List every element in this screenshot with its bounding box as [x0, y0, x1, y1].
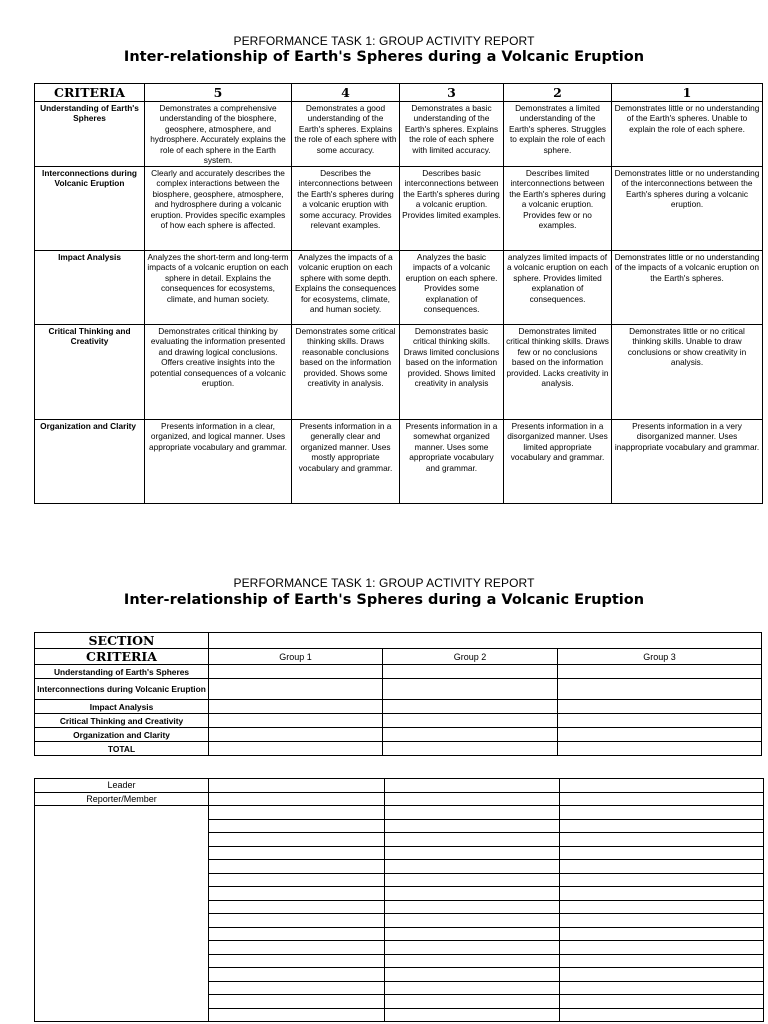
rubric-header-score: 4: [292, 84, 400, 102]
rubric-criteria: Understanding of Earth's Spheres: [35, 102, 145, 167]
member-cell[interactable]: [385, 846, 560, 860]
member-cell[interactable]: [560, 779, 764, 793]
member-cell[interactable]: [385, 806, 560, 820]
member-cell[interactable]: [560, 860, 764, 874]
score-cell[interactable]: [383, 700, 558, 714]
member-cell[interactable]: [560, 833, 764, 847]
member-cell[interactable]: [209, 860, 385, 874]
member-cell[interactable]: [385, 981, 560, 995]
rubric-cell: Presents information in a generally clear and organized manner. Uses mostly appropriate vocabulary and grammar.: [292, 420, 400, 504]
criteria-label: CRITERIA: [35, 649, 209, 665]
rubric-header-score: 1: [612, 84, 763, 102]
reporter-label: Reporter/Member: [35, 792, 209, 806]
member-cell[interactable]: [560, 981, 764, 995]
score-cell[interactable]: [209, 728, 383, 742]
score-cell[interactable]: [209, 742, 383, 756]
rubric-row: [35, 102, 763, 167]
rubric-cell: Presents information in a clear, organized, and logical manner. Uses appropriate vocabulary and grammar.: [145, 420, 292, 504]
member-cell[interactable]: [209, 833, 385, 847]
member-cell[interactable]: [209, 873, 385, 887]
score-row-label: Understanding of Earth's Spheres: [35, 665, 209, 679]
score-cell[interactable]: [209, 714, 383, 728]
rubric-row: [35, 251, 763, 325]
group-1-header: Group 1: [209, 649, 383, 665]
rubric-cell: Analyzes the impacts of a volcanic eruption on each sphere with some depth. Explains the consequences for ecosystems, climate, and human society.: [292, 251, 400, 325]
rubric-cell: Demonstrates a comprehensive understanding of the biosphere, geosphere, atmosphere, and hydrosphere. Accurately explains the role of each sphere in the Earth system.: [145, 102, 292, 167]
group-3-header: Group 3: [558, 649, 762, 665]
score-row: [35, 700, 762, 714]
rubric-criteria: Impact Analysis: [35, 251, 145, 325]
score-row-label: Interconnections during Volcanic Eruption: [35, 679, 209, 700]
member-cell[interactable]: [385, 860, 560, 874]
member-cell[interactable]: [385, 819, 560, 833]
rubric-header-score: 3: [400, 84, 504, 102]
rubric-cell: Demonstrates basic critical thinking skills. Draws limited conclusions based on the information provided. Shows limited creativity in analysis: [400, 325, 504, 420]
member-cell[interactable]: [560, 819, 764, 833]
score-cell[interactable]: [209, 679, 383, 700]
rubric-cell: Demonstrates a basic understanding of the Earth's spheres. Explains the role of each sphere with limited accuracy.: [400, 102, 504, 167]
member-cell[interactable]: [385, 995, 560, 1009]
score-cell[interactable]: [209, 700, 383, 714]
rubric-cell: Presents information in a somewhat organized manner. Uses some appropriate vocabulary and grammar.: [400, 420, 504, 504]
member-cell[interactable]: [385, 792, 560, 806]
rubric-row: [35, 420, 763, 504]
member-cell[interactable]: [209, 887, 385, 901]
rubric-cell: Describes limited interconnections between the Earth's spheres during a volcanic eruption. Provides few or no examples.: [504, 167, 612, 251]
reporter-row: [35, 792, 764, 806]
member-cell[interactable]: [560, 927, 764, 941]
score-total-label: TOTAL: [35, 742, 209, 756]
score-table: [34, 632, 762, 756]
member-cell[interactable]: [209, 819, 385, 833]
rubric-criteria: Interconnections during Volcanic Eruption: [35, 167, 145, 251]
member-cell[interactable]: [209, 900, 385, 914]
rubric-cell: analyzes limited impacts of a volcanic eruption on each sphere. Provides limited explanation of consequences.: [504, 251, 612, 325]
rubric-table: [34, 83, 763, 504]
score-cell[interactable]: [383, 665, 558, 679]
score-cell[interactable]: [383, 714, 558, 728]
score-row: [35, 679, 762, 700]
score-cell[interactable]: [558, 700, 762, 714]
member-cell[interactable]: [560, 792, 764, 806]
rubric-cell: Demonstrates a limited understanding of the Earth's spheres. Struggles to explain the role of each sphere.: [504, 102, 612, 167]
member-cell[interactable]: [385, 954, 560, 968]
score-section-row: [35, 633, 762, 649]
task-title-2: PERFORMANCE TASK 1: GROUP ACTIVITY REPORT: [233, 576, 535, 590]
member-cell[interactable]: [560, 806, 764, 820]
member-cell[interactable]: [560, 995, 764, 1009]
rubric-row: [35, 167, 763, 251]
member-cell[interactable]: [385, 887, 560, 901]
member-cell[interactable]: [385, 779, 560, 793]
score-cell[interactable]: [558, 728, 762, 742]
task-title: PERFORMANCE TASK 1: GROUP ACTIVITY REPORT: [233, 34, 535, 48]
member-cell[interactable]: [209, 779, 385, 793]
score-row-label: Critical Thinking and Creativity: [35, 714, 209, 728]
member-cell[interactable]: [560, 846, 764, 860]
member-cell[interactable]: [560, 914, 764, 928]
member-cell[interactable]: [209, 995, 385, 1009]
score-header-row: [35, 649, 762, 665]
score-cell[interactable]: [383, 679, 558, 700]
rubric-cell: Analyzes the short-term and long-term impacts of a volcanic eruption on each sphere in detail. Explains the consequences for ecosystems, climate, and human society.: [145, 251, 292, 325]
score-cell[interactable]: [558, 665, 762, 679]
member-cell[interactable]: [560, 1008, 764, 1022]
score-row: [35, 728, 762, 742]
rubric-cell: Presents information in a disorganized manner. Uses limited appropriate vocabulary and grammar.: [504, 420, 612, 504]
member-cell[interactable]: [560, 873, 764, 887]
member-cell[interactable]: [209, 914, 385, 928]
rubric-cell: Clearly and accurately describes the complex interactions between the biosphere, geosphere, atmosphere, and hydrosphere during a volcanic eruption. Provides specific examples of how each sphere is affected.: [145, 167, 292, 251]
member-cell[interactable]: [385, 927, 560, 941]
rubric-header-score: 5: [145, 84, 292, 102]
group-2-header: Group 2: [383, 649, 558, 665]
rubric-cell: Demonstrates a good understanding of the Earth's spheres. Explains the role of each sphere with some accuracy.: [292, 102, 400, 167]
member-cell[interactable]: [209, 806, 385, 820]
score-row: [35, 665, 762, 679]
member-row: [35, 806, 764, 820]
score-cell[interactable]: [209, 665, 383, 679]
leader-label: Leader: [35, 779, 209, 793]
member-cell[interactable]: [209, 954, 385, 968]
main-title: Inter-relationship of Earth's Spheres during a Volcanic Eruption: [123, 49, 645, 65]
member-cell[interactable]: [560, 954, 764, 968]
score-cell[interactable]: [383, 728, 558, 742]
members-table: [34, 778, 764, 1022]
leader-row: [35, 779, 764, 793]
rubric-header-criteria: CRITERIA: [35, 84, 145, 102]
rubric-cell: Demonstrates limited critical thinking skills. Draws few or no conclusions based on the information provided. Lacks creativity in analysis.: [504, 325, 612, 420]
rubric-cell: Demonstrates little or no understanding of the interconnections between the Earth's spheres during a volcanic eruption.: [612, 167, 763, 251]
score-row-label: Impact Analysis: [35, 700, 209, 714]
section-label: SECTION: [35, 633, 209, 649]
rubric-cell: Analyzes the basic impacts of a volcanic eruption on each sphere. Provides some explanation of consequences.: [400, 251, 504, 325]
rubric-cell: Demonstrates little or no critical thinking skills. Unable to draw conclusions or show creativity in analysis.: [612, 325, 763, 420]
member-cell[interactable]: [560, 900, 764, 914]
rubric-cell: Demonstrates little or no understanding of the impacts of a volcanic eruption on the Earth's spheres.: [612, 251, 763, 325]
member-cell[interactable]: [560, 887, 764, 901]
member-cell[interactable]: [560, 968, 764, 982]
main-title-2: Inter-relationship of Earth's Spheres during a Volcanic Eruption: [123, 592, 645, 608]
rubric-header-score: 2: [504, 84, 612, 102]
rubric-header-row: [35, 84, 763, 102]
section-value-cell[interactable]: [209, 633, 762, 649]
score-cell[interactable]: [558, 679, 762, 700]
score-cell[interactable]: [558, 742, 762, 756]
member-cell[interactable]: [385, 1008, 560, 1022]
score-cell[interactable]: [383, 742, 558, 756]
member-cell[interactable]: [385, 833, 560, 847]
member-cell[interactable]: [209, 792, 385, 806]
score-row: [35, 714, 762, 728]
score-cell[interactable]: [558, 714, 762, 728]
member-cell[interactable]: [560, 941, 764, 955]
score-total-row: [35, 742, 762, 756]
member-cell[interactable]: [209, 927, 385, 941]
member-cell[interactable]: [209, 941, 385, 955]
rubric-criteria: Organization and Clarity: [35, 420, 145, 504]
rubric-criteria: Critical Thinking and Creativity: [35, 325, 145, 420]
rubric-cell: Demonstrates little or no understanding of the Earth's spheres. Unable to explain the role of each sphere.: [612, 102, 763, 167]
members-blank-label: [35, 806, 209, 1022]
member-cell[interactable]: [209, 968, 385, 982]
member-cell[interactable]: [385, 900, 560, 914]
member-cell[interactable]: [209, 846, 385, 860]
rubric-cell: Demonstrates some critical thinking skills. Draws reasonable conclusions based on the information provided. Shows some creativity in analysis.: [292, 325, 400, 420]
member-cell[interactable]: [385, 941, 560, 955]
member-cell[interactable]: [209, 1008, 385, 1022]
rubric-cell: Describes basic interconnections between the Earth's spheres during a volcanic eruption. Provides limited examples.: [400, 167, 504, 251]
member-cell[interactable]: [385, 873, 560, 887]
rubric-cell: Presents information in a very disorganized manner. Uses inappropriate vocabulary and grammar.: [612, 420, 763, 504]
rubric-row: [35, 325, 763, 420]
rubric-cell: Demonstrates critical thinking by evaluating the information presented and drawing logical conclusions. Offers creative insights into the potential consequences of a volcanic eruption.: [145, 325, 292, 420]
member-cell[interactable]: [385, 968, 560, 982]
member-cell[interactable]: [209, 981, 385, 995]
member-cell[interactable]: [385, 914, 560, 928]
score-row-label: Organization and Clarity: [35, 728, 209, 742]
rubric-cell: Describes the interconnections between the Earth's spheres during a volcanic eruption with some accuracy. Provides relevant examples.: [292, 167, 400, 251]
